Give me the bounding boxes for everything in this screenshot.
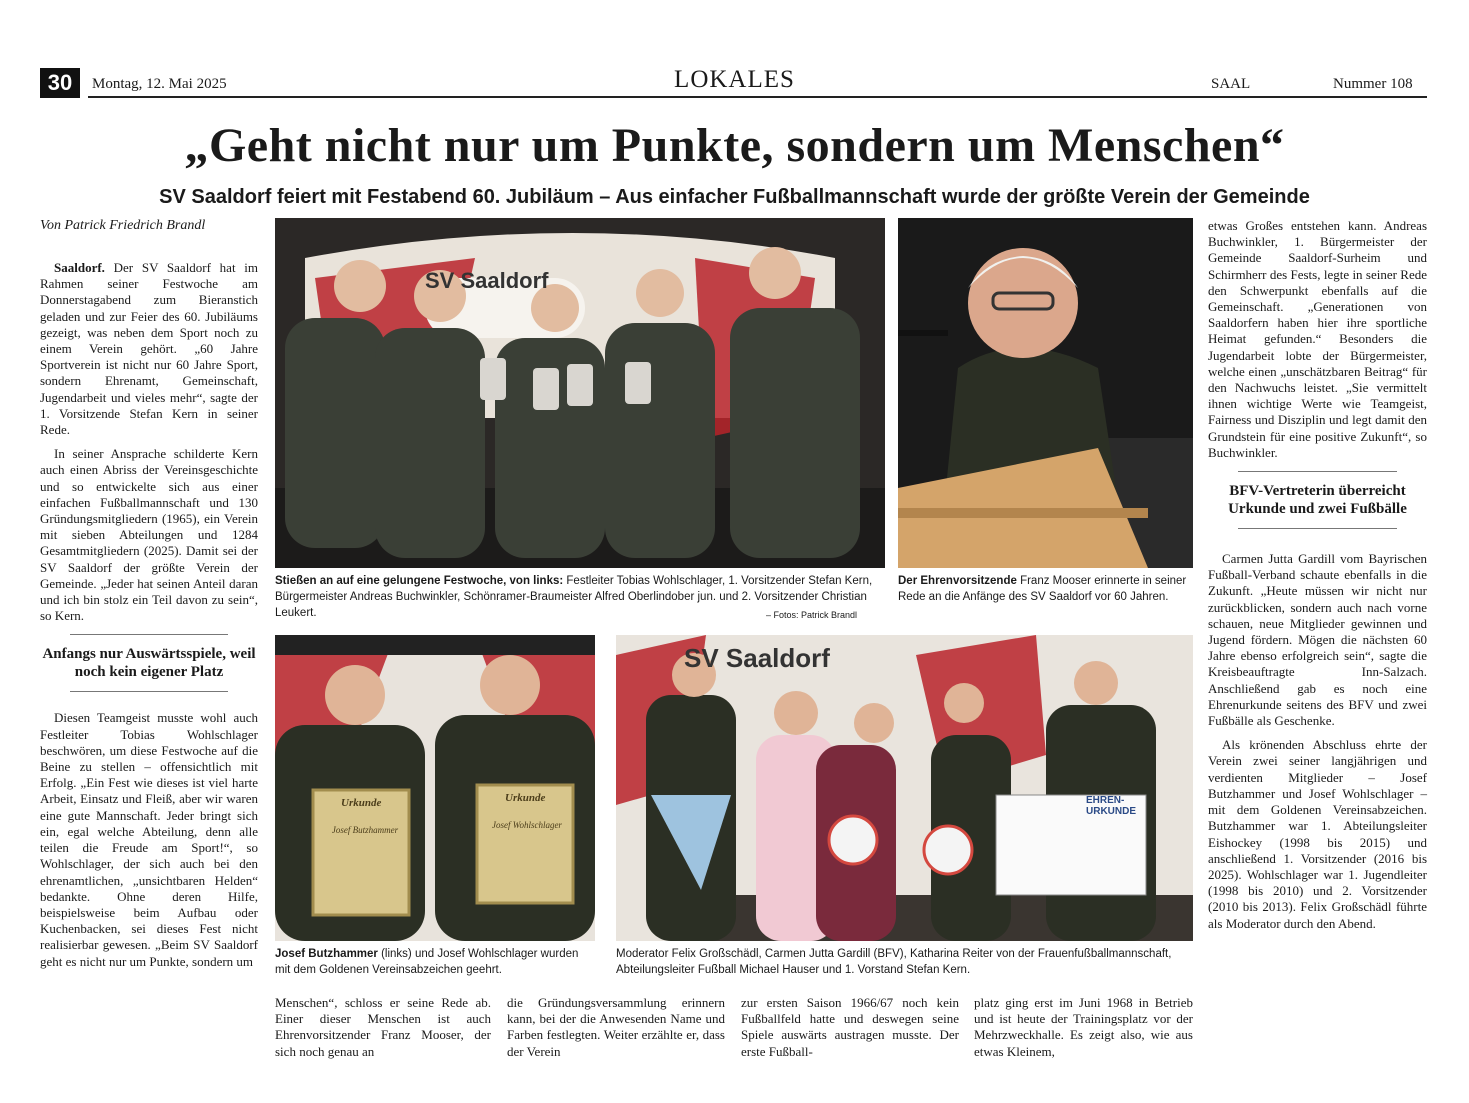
- byline: Von Patrick Friedrich Brandl: [40, 218, 206, 233]
- issue-number: Nummer 108: [1333, 76, 1413, 92]
- photo-toast: [275, 218, 885, 568]
- headline: „Geht nicht nur um Punkte, sondern um Menschen“: [184, 119, 1285, 172]
- caption-lead: Der Ehrenvorsitzende: [898, 575, 1017, 587]
- photo-honorees: [275, 635, 595, 941]
- text-column-bottom-3: [741, 995, 959, 1068]
- section-title: LOKALES: [674, 66, 795, 93]
- issue-date: Montag, 12. Mai 2025: [92, 76, 227, 92]
- caption-photo-4: [616, 946, 1176, 978]
- paragraph: etwas Großes entstehen kann. Andreas Buchwinkler, 1. Bürgermeister der Gemeinde Saaldorf-Surheim und Schirmherr des Fests, legte in seiner Rede den Schwerpunkt ebenfalls auf die Gemeinschaft. „Generationen von Saaldorfern haben hier ihre sportliche Heimat gefunden.“ Besonders die Jugendarbeit lobte der Bürgermeister, welche einen „unschätzbaren Beitrag“ für den Nachwuchs leistet. „Sie vermittelt ihnen wichtige Werte wie Teamgeist, Fairness und Disziplin und legt damit den Grundstein für eine positive Zukunft“, so Buchwinkler.: [1208, 218, 1427, 460]
- caption-lead: Josef Butzhammer: [275, 948, 378, 960]
- certificate-title: Urkunde: [341, 797, 382, 809]
- paragraph: platz ging erst im Juni 1968 in Betrieb und ist heute der Trainingsplatz vor der Mehrzweckhalle. Es zeigt also, wie aus etwas Kleinem,: [974, 995, 1193, 1059]
- paragraph: Diesen Teamgeist musste wohl auch Festleiter Tobias Wohlschlager beschwören, um diese Festwoche auf die Beine zu stellen – offensichtlich mit Erfolg. „Ein Fest wie dieses ist viel harte Arbeit, Einsatz und Fleiß, aber wir waren eine gute Mannschaft. Jeder bringt sich ein, egal welche Abteilung, denn alle teilen die Freude am Sport!“, so Wohlschlager, der sich auch bei den ehrenamtlichen, „unsichtbaren Helden“ bedankte. Ohne deren Hilfe, beispielsweise beim Aufbau oder Kuchenbacken, sei dieses Fest nicht realisierbar gewesen. „Beim SV Saaldorf geht es nicht nur um Punkte, sondern um: [40, 710, 258, 969]
- photo-speaker: [898, 218, 1193, 568]
- certificate-title: Urkunde: [505, 792, 546, 804]
- text-column-right: [1208, 218, 1427, 940]
- subheading: BFV-Vertreterin überreicht Urkunde und zwei Fußbälle: [1228, 483, 1407, 518]
- caption-text: Moderator Felix Großschädl, Carmen Jutta Gardill (BFV), Katharina Reiter von der Frauenfußballmannschaft, Abteilungsleiter Fußball Michael Hauser und 1. Vorstand Stefan Kern.: [616, 948, 1172, 976]
- text-column-bottom-2: [507, 995, 725, 1068]
- text-column-left: [40, 260, 258, 978]
- divider: [70, 691, 228, 692]
- caption-lead: Stießen an auf eine gelungene Festwoche, von links:: [275, 575, 564, 587]
- photo-presentation: [616, 635, 1193, 941]
- paragraph: Carmen Jutta Gardill vom Bayrischen Fußball-Verband schaute ebenfalls in die Zukunft. „Heute müssen wir nicht nur zurückblicken, sondern auch nach vorne schauen, neue Mitglieder gewinnen und Jugend fördern. Mögen die nächsten 60 Jahre ebenso erfolgreich sein“, sagte die Kreisbeauftragte Inn-Salzach. Anschließend gab es noch eine Ehrenurkunde seitens des BFV und zwei Fußbälle als Geschenke.: [1208, 551, 1427, 729]
- paragraph: In seiner Ansprache schilderte Kern auch einen Abriss der Vereinsgeschichte und so entwickelte sich aus einer einfachen Fußballmannschaft und 130 Gründungsmitgliedern (1965), ein Verein mit sieben Abteilungen und 1284 Gesamtmitgliedern (2025). Damit sei der SV Saaldorf der größte Verein der Gemeinde. „Jeder hat seinen Anteil daran und ich bin stolz ein Teil davon zu sein“, so Kern.: [40, 446, 258, 624]
- paragraph: zur ersten Saison 1966/67 noch kein Fußballfeld hatte und deswegen seine Spiele auswärts austragen musste. Der erste Fußball-: [741, 995, 959, 1059]
- caption-text: Festleiter Tobias Wohlschlager, 1. Vorsitzender Stefan Kern, Bürgermeister Andreas Buchwinkler, Schönramer-Braumeister Alfred Oberlindober jun. und 2. Vorsitzender Christian Leukert.: [275, 575, 873, 619]
- edition-label: SAAL: [1211, 76, 1251, 92]
- banner-text: SV Saaldorf: [684, 643, 830, 673]
- text-column-bottom-1: [275, 995, 491, 1068]
- certificate-title: EHREN-URKUNDE: [1086, 795, 1136, 817]
- subheadline: SV Saaldorf feiert mit Festabend 60. Jubiläum – Aus einfacher Fußballmannschaft wurde der größte Verein der Gemeinde: [159, 186, 1310, 208]
- divider: [1238, 528, 1397, 529]
- paragraph: Als krönenden Abschluss ehrte der Verein zwei seiner langjährigen und verdienten Mitglieder – Josef Butzhammer und Josef Wohlschlager – mit dem Goldenen Vereinsabzeichen. Butzhammer war 1. Abteilungsleiter Eishockey (1998 bis 2015) und anschließend 1. Vorsitzender (2016 bis 2025). Wohlschlager war 1. Jugendleiter (1998 bis 2010) und 2. Vorsitzender (2010 bis 2013). Felix Großschädl führte als Moderator durch den Abend.: [1208, 737, 1427, 931]
- paragraph: die Gründungsversammlung erinnern kann, bei der die Anwesenden Name und Farben festlegten. Weiter erzählte er, dass der Verein: [507, 995, 725, 1059]
- page-number: 30: [40, 68, 80, 98]
- subheading: Anfangs nur Auswärtsspiele, weil noch kein eigener Platz: [42, 646, 256, 681]
- divider: [1238, 471, 1397, 472]
- certificate-name: Josef Butzhammer: [331, 825, 399, 835]
- caption-photo-3: [275, 946, 595, 978]
- caption-photo-2: [898, 573, 1193, 605]
- divider: [70, 634, 228, 635]
- caption-text: (links) und Josef Wohlschlager wurden mit dem Goldenen Vereinsabzeichen geehrt.: [275, 948, 579, 976]
- text-column-bottom-4: [974, 995, 1193, 1068]
- certificate-name: Josef Wohlschlager: [492, 820, 562, 830]
- caption-text: Franz Mooser erinnerte in seiner Rede an die Anfänge des SV Saaldorf vor 60 Jahren.: [898, 575, 1187, 603]
- masthead-rule: [88, 96, 1427, 98]
- paragraph: Menschen“, schloss er seine Rede ab. Einer dieser Menschen ist auch Ehrenvorsitzender Franz Mooser, der sich noch genau an: [275, 995, 491, 1059]
- paragraph: Der SV Saaldorf hat im Rahmen seiner Festwoche am Donnerstagabend zum Bieranstich geladen und zur Feier des 60. Jubiläums gezeigt, was neben dem Sport noch zu einem Verein gehört. „60 Jahre Sportverein ist nicht nur 60 Jahre Sport, sondern Ehrenamt, Gemeinschaft, Jugendarbeit und vieles mehr“, sagte der 1. Vorsitzende Stefan Kern in seiner Rede.: [40, 260, 258, 438]
- banner-text: SV Saaldorf: [425, 268, 549, 293]
- photo-credit: – Fotos: Patrick Brandl: [766, 610, 858, 620]
- dateline: Saaldorf.: [54, 260, 105, 275]
